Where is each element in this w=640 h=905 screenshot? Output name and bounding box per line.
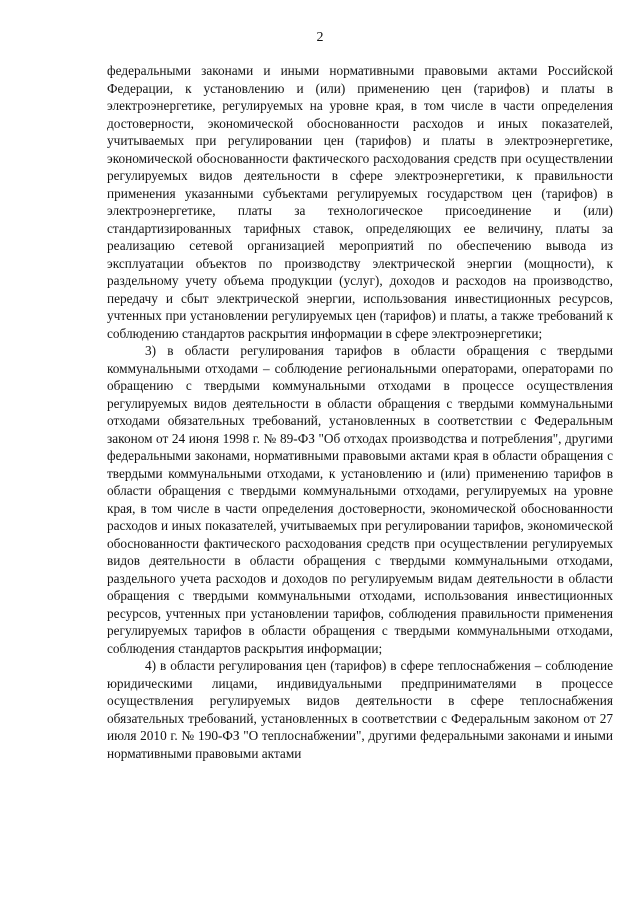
document-body bbox=[107, 62, 613, 762]
paragraph-item-4: 4) в области регулирования цен (тарифов) в сфере теплоснабжения – соблюдение юридическими лицами, индивидуальными предпринимателями в процессе осуществления регулируемых видов деятельности в сфере теплоснабжения обязательных требований, установленных в соответствии с Федеральным законом от 27 июля 2010 г. № 190-ФЗ "О теплоснабжении", другими федеральными законами и иными нормативными правовыми актами bbox=[107, 658, 613, 761]
page-number: 2 bbox=[316, 30, 324, 45]
paragraph-continuation: федеральными законами и иными нормативными правовыми актами Российской Федерации, к установлению и (или) применению цен (тарифов) и платы в электроэнергетике, регулируемых на уровне края, в том числе в части определения достоверности, экономической обоснованности расходов и иных показателей, учитываемых при регулировании цен (тарифов) и платы в электроэнергетике, экономической обоснованности фактического расходования средств при осуществлении регулируемых видов деятельности в сфере электроэнергетики, к правильности применения указанными субъектами регулируемых государством цен (тарифов) в электроэнергетике, платы за технологическое присоединение и (или) стандартизированных тарифных ставок, определяющих ее величину, платы за реализацию сетевой организацией мероприятий по обеспечению вывода из эксплуатации объектов по производству электрической энергии (мощности), к раздельному учету объема продукции (услуг), доходов и расходов на производство, передачу и сбыт электрической энергии, использования инвестиционных ресурсов, учтенных при установлении регулируемых цен (тарифов) и платы, а также требований к соблюдению стандартов раскрытия информации в сфере электроэнергетики; bbox=[107, 63, 613, 341]
paragraph-item-3: 3) в области регулирования тарифов в области обращения с твердыми коммунальными отходами – соблюдение региональными операторами, операторами по обращению с твердыми коммунальными отходами в процессе осуществления регулируемых видов деятельности в области обращения с твердыми коммунальными отходами обязательных требований, установленных в соответствии с Федеральным законом от 24 июня 1998 г. № 89-ФЗ "Об отходах производства и потребления", другими федеральными законами, нормативными правовыми актами края в области обращения с твердыми коммунальными отходами, к установлению и (или) применению тарифов в области обращения с твердыми коммунальными отходами, регулируемых на уровне края, в том числе в части определения достоверности, экономической обоснованности расходов и иных показателей, учитываемых при регулировании тарифов, экономической обоснованности фактического расходования средств при осуществлении регулируемых видов деятельности в области обращения с твердыми коммунальными отходами, раздельного учета расходов и доходов по регулируемым видам деятельности в области обращения с твердыми коммунальными отходами, использования инвестиционных ресурсов, учтенных при установлении тарифов, соблюдения правильности применения регулируемых тарифов в области обращения с твердыми коммунальными отходами, соблюдения стандартов раскрытия информации; bbox=[107, 343, 613, 656]
